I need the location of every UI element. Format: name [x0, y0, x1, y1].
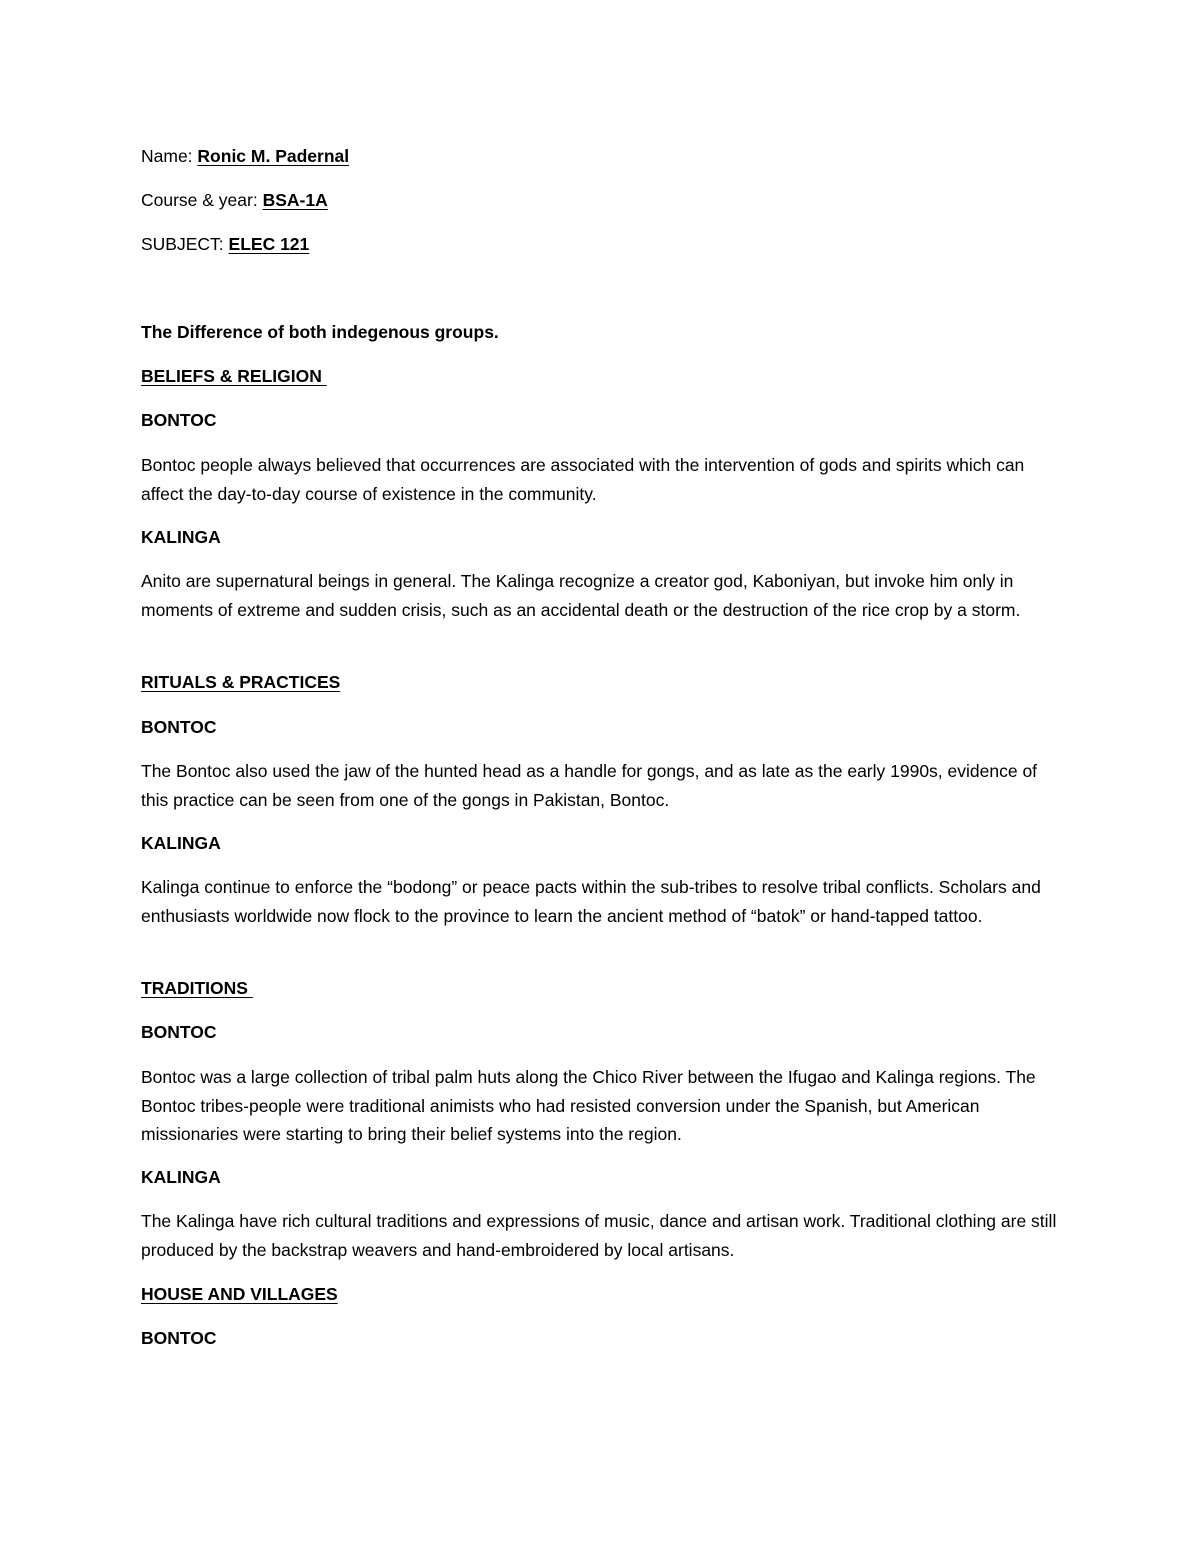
- name-line: [141, 142, 1061, 171]
- beliefs-bontoc-label: BONTOC: [141, 410, 217, 430]
- course-label: Course & year:: [141, 190, 258, 210]
- traditions-kalinga-label: KALINGA: [141, 1167, 221, 1187]
- rituals-kalinga-label: KALINGA: [141, 833, 221, 853]
- subject-line: [141, 230, 1061, 259]
- section-heading-beliefs: BELIEFS & RELIGION: [141, 366, 327, 386]
- course-value: BSA-1A: [262, 190, 328, 210]
- beliefs-kalinga-text: Anito are supernatural beings in general. The Kalinga recognize a creator god, Kaboniyan, but invoke him only in moments of extreme and sudden crisis, such as an accidental death or the destruction of the rice crop by a storm.: [141, 571, 1021, 620]
- course-line: [141, 186, 1061, 215]
- traditions-bontoc-label: BONTOC: [141, 1022, 217, 1042]
- rituals-bontoc-text: The Bontoc also used the jaw of the hunted head as a handle for gongs, and as late as the early 1990s, evidence of this practice can be seen from one of the gongs in Pakistan, Bontoc.: [141, 761, 1038, 810]
- rituals-bontoc-label: BONTOC: [141, 717, 217, 737]
- beliefs-kalinga-label: KALINGA: [141, 527, 221, 547]
- section-heading-houses: HOUSE AND VILLAGES: [141, 1284, 338, 1304]
- traditions-bontoc-text: Bontoc was a large collection of tribal palm huts along the Chico River between the Ifugao and Kalinga regions. The Bontoc tribes-people were traditional animists who had resisted conversion under the Spanish, but American missionaries were starting to bring their belief systems into the region.: [141, 1067, 1036, 1144]
- section-heading-traditions: TRADITIONS: [141, 978, 253, 998]
- subject-value: ELEC 121: [228, 234, 310, 254]
- name-value: Ronic M. Padernal: [197, 146, 350, 166]
- houses-bontoc-label: BONTOC: [141, 1328, 217, 1348]
- beliefs-bontoc-text: Bontoc people always believed that occurrences are associated with the intervention of gods and spirits which can affect the day-to-day course of existence in the community.: [141, 455, 1025, 504]
- rituals-kalinga-text: Kalinga continue to enforce the “bodong” or peace pacts within the sub-tribes to resolve tribal conflicts. Scholars and enthusiasts worldwide now flock to the province to learn the ancient method of “batok” or hand-tapped tattoo.: [141, 877, 1041, 926]
- subject-label: SUBJECT:: [141, 234, 224, 254]
- name-label: Name:: [141, 146, 193, 166]
- document-title: The Difference of both indegenous groups.: [141, 322, 499, 342]
- traditions-kalinga-text: The Kalinga have rich cultural traditions and expressions of music, dance and artisan work. Traditional clothing are still produced by the backstrap weavers and hand-embroidered by local artisans.: [141, 1211, 1057, 1260]
- section-heading-rituals: RITUALS & PRACTICES: [141, 672, 341, 692]
